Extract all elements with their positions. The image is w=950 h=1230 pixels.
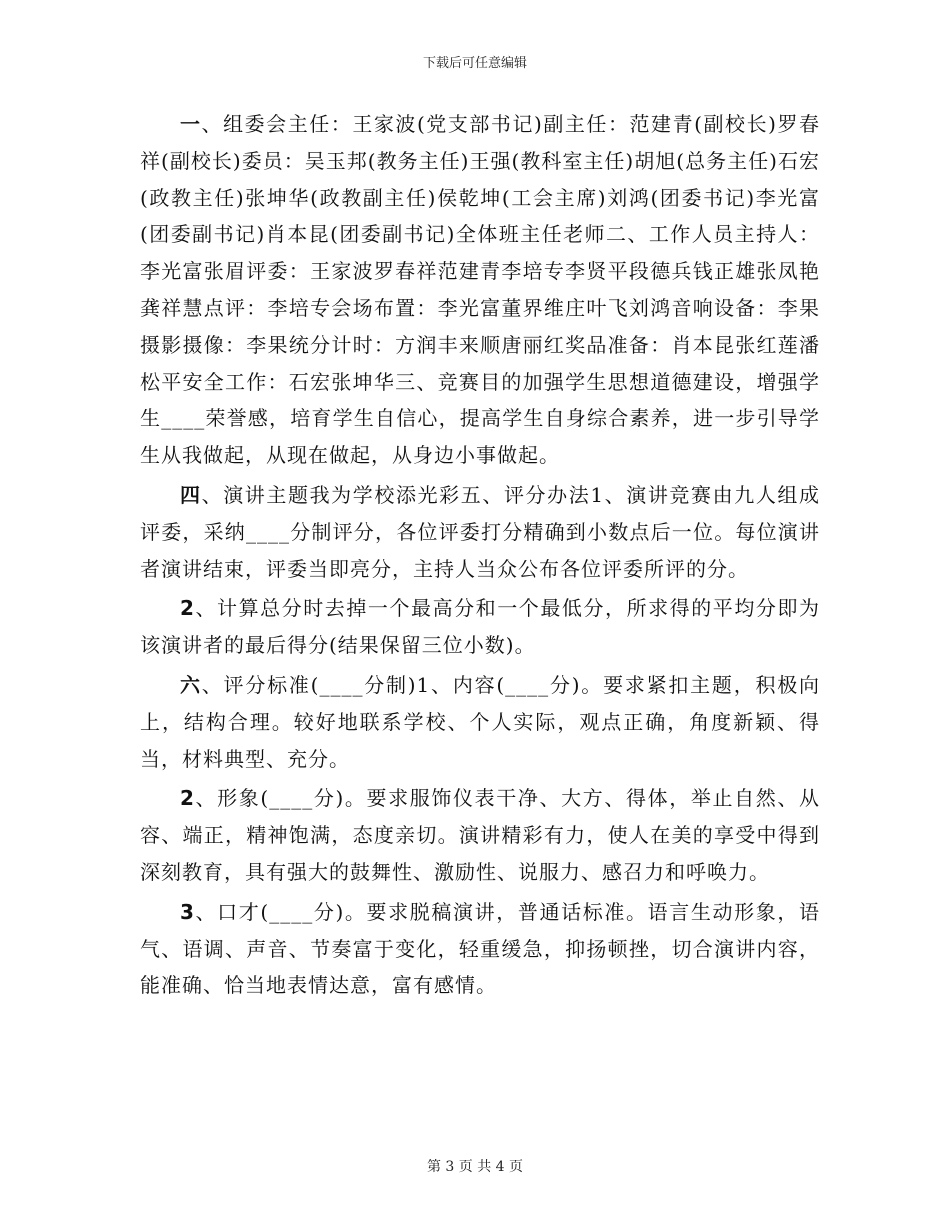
paragraph-text: 、组委会主任：王家波(党支部书记)副主任：范建青(副校长)罗春祥(副校长)委员：吴玉邦(教务主任)王强(教科室主任)胡旭(总务主任)石宏(政教主任)张坤华(政教副主任)侯乾坤(工会主席)刘鸿(团委书记)李光富(团委副书记)肖本昆(团委副书记)全体班主任老师二、工作人员主持人：李光富张眉评委：王家波罗春祥范建青李培专李贤平段德兵钱正雄张凤艳龚祥慧点评：李培专会场布置：李光富董界维庄叶飞刘鸿音响设备：李果摄影摄像：李果统分计时：方润丰来顺唐丽红奖品准备：肖本昆张红莲潘松平安全工作：石宏张坤华三、竞赛目的加强学生思想道德建设，增强学生____荣誉感，培育学生自信心，提高学生自身综合素养，进一步引导学生从我做起，从现在做起，从身边小事做起。 [140, 112, 820, 468]
paragraph-text: 、计算总分时去掉一个最高分和一个最低分，所求得的平均分即为该演讲者的最后得分(结果保留三位小数)。 [140, 596, 820, 658]
paragraph-lead: 四 [180, 482, 202, 507]
page-header: 下载后可任意编辑 [422, 56, 527, 71]
paragraph-lead: 2 [180, 786, 195, 811]
paragraph-text: 、演讲主题我为学校添光彩五、评分办法1、演讲竞赛由九人组成评委，采纳____分制评分，各位评委打分精确到小数点后一位。每位演讲者演讲结束，评委当即亮分，主持人当众公布各位评委所评的分。 [140, 482, 821, 581]
paragraph-lead: 3 [180, 899, 195, 924]
paragraph-criteria-content [140, 667, 820, 777]
paragraph-theme-scoring [140, 477, 820, 587]
paragraph-text: 、口才(____分)。要求脱稿演讲，普通话标准。语言生动形象，语气、语调、声音、节奏富于变化，轻重缓急，抑扬顿挫，切合演讲内容，能准确、恰当地表情达意，富有感情。 [140, 899, 820, 998]
paragraph-criteria-appearance [140, 780, 820, 890]
paragraph-text: 、形象(____分)。要求服饰仪表干净、大方、得体，举止自然、从容、端正，精神饱满，态度亲切。演讲精彩有力，使人在美的享受中得到深刻教育，具有强大的鼓舞性、激励性、说服力、感召力和呼唤力。 [140, 786, 820, 884]
page-number: 第 3 页 共 4 页 [426, 1159, 524, 1175]
paragraph-text: 、评分标准(____分制)1、内容(____分)。要求紧扣主题，积极向上，结构合理。较好地联系学校、个人实际，观点正确，角度新颖、得当，材料典型、充分。 [140, 672, 821, 771]
paragraph-lead: 一 [180, 112, 202, 136]
paragraph-criteria-eloquence [140, 894, 820, 1004]
document-body [140, 106, 820, 1004]
paragraph-lead: 六 [180, 672, 202, 697]
paragraph-lead: 2 [180, 596, 195, 621]
paragraph-committee [140, 106, 820, 474]
paragraph-total-score [140, 590, 820, 664]
